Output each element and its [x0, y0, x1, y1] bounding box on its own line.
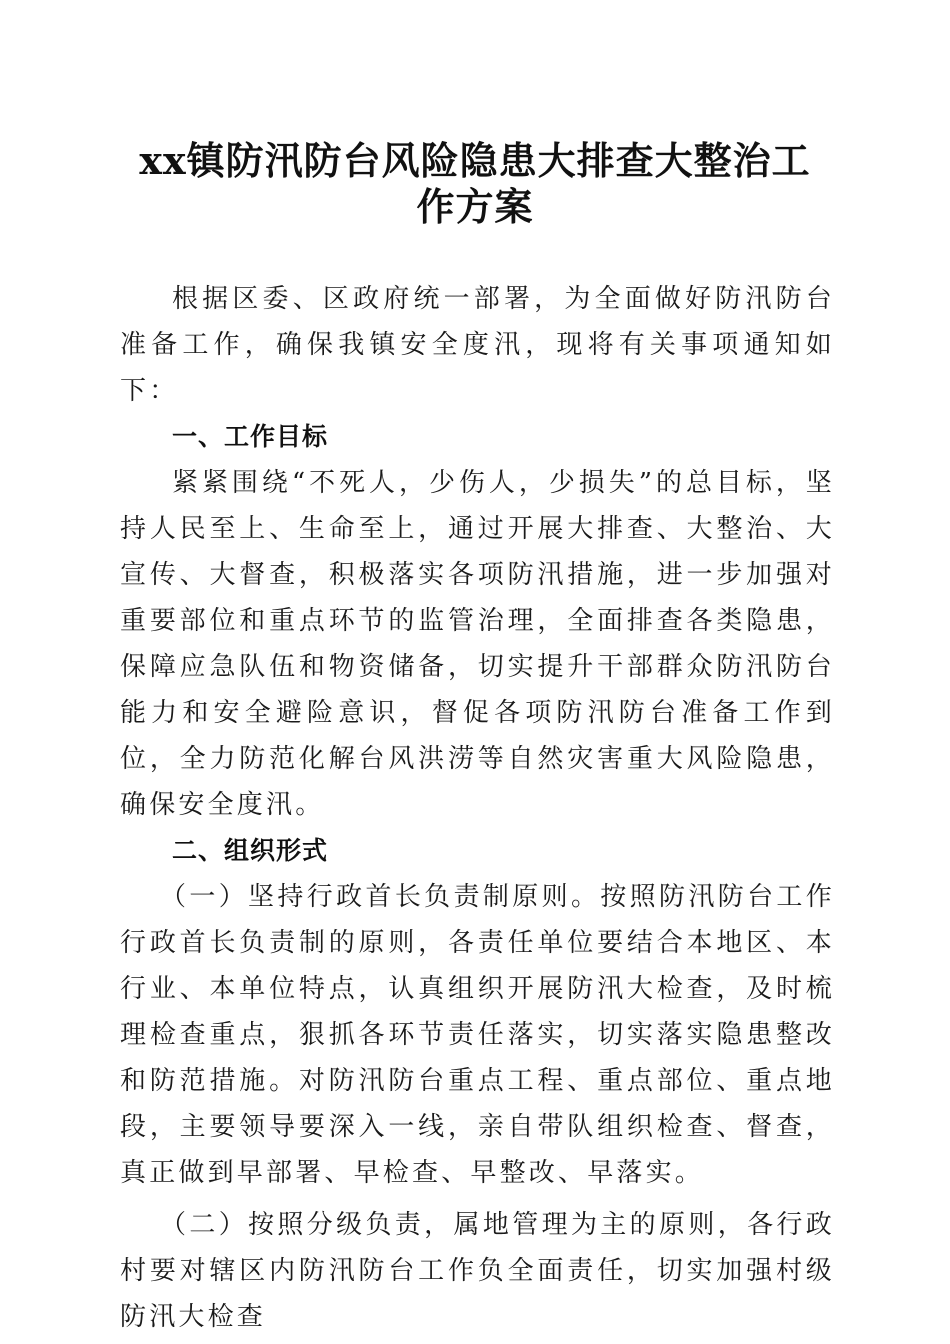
- intro-paragraph: 根据区委、区政府统一部署，为全面做好防汛防台准备工作，确保我镇安全度汛，现将有关事项通知如下：: [120, 284, 835, 406]
- organization-paragraph-1: （一）坚持行政首长负责制原则。按照防汛防台工作行政首长负责制的原则，各责任单位要结合本地区、本行业、本单位特点，认真组织开展防汛大检查，及时梳理检查重点，狠抓各环节责任落实，切实落实隐患整改和防范措施。对防汛防台重点工程、重点部位、重点地段，主要领导要深入一线，亲自带队组织检查、督查，真正做到早部署、早检查、早整改、早落实。: [120, 882, 835, 1188]
- goals-paragraph: 紧紧围绕“不死人，少伤人，少损失”的总目标，坚持人民至上、生命至上，通过开展大排查、大整治、大宣传、大督查，积极落实各项防汛措施，进一步加强对重要部位和重点环节的监管治理，全面排查各类隐患，保障应急队伍和物资储备，切实提升干部群众防汛防台能力和安全避险意识，督促各项防汛防台准备工作到位，全力防范化解台风洪涝等自然灾害重大风险隐患，确保安全度汛。: [120, 468, 835, 820]
- document-title: xx镇防汛防台风险隐患大排查大整治工作方案: [139, 138, 811, 229]
- section-heading-organization: 二、组织形式: [172, 836, 329, 865]
- section-heading-goals: 一、工作目标: [172, 422, 329, 451]
- organization-paragraph-2: （二）按照分级负责，属地管理为主的原则，各行政村要对辖区内防汛防台工作负全面责任，切实加强村级防汛大检查: [120, 1210, 835, 1332]
- document-body: [120, 276, 835, 1340]
